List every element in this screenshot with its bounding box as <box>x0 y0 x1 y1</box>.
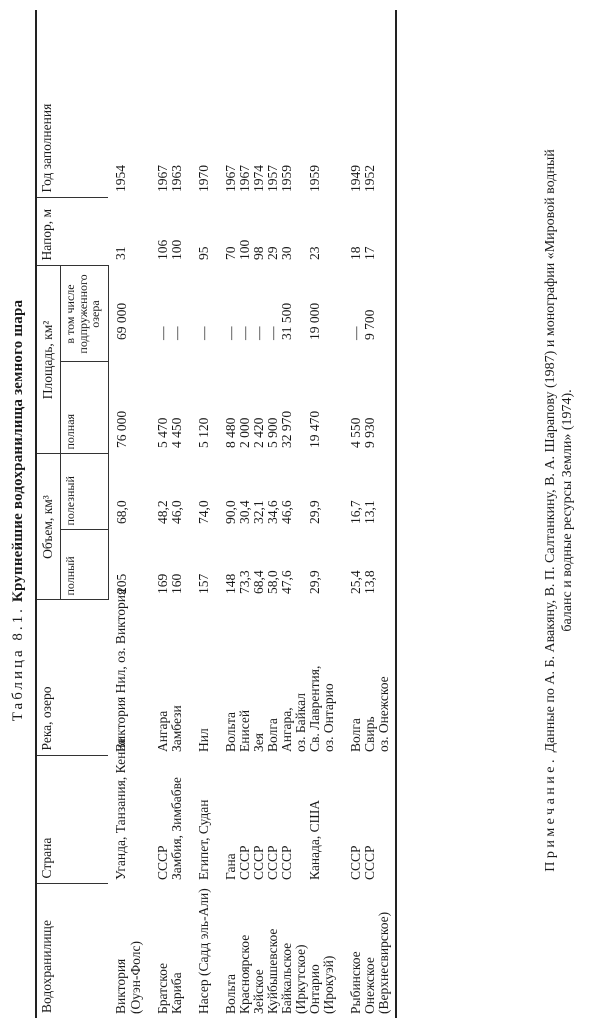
cell-country: Египет, Судан <box>195 799 211 880</box>
cell-river <box>129 600 143 756</box>
cell-area-lake: 9 700 <box>361 309 377 340</box>
cell-head: 29 <box>264 246 280 260</box>
cell-river: Волга <box>264 718 280 752</box>
cell-volume-total: 73,3 <box>236 570 252 594</box>
cell-volume-total: 13,8 <box>361 570 377 594</box>
cell-year <box>294 10 308 198</box>
cell-country <box>377 756 396 884</box>
cell-area-lake: 69 000 <box>113 302 129 340</box>
cell-head <box>294 198 308 266</box>
cell-river: Вольта <box>222 711 238 752</box>
cell-year: 1959 <box>306 164 322 192</box>
cell-country: СССР <box>361 845 377 880</box>
cell-head: 70 <box>222 246 238 260</box>
cell-volume-total: 160 <box>168 573 184 594</box>
cell-reservoir: Куйбышевское <box>264 928 280 1014</box>
cell-volume-useful: 32,1 <box>250 500 266 524</box>
table-row <box>308 10 322 1018</box>
cell-head: 30 <box>278 246 294 260</box>
cell-head <box>322 198 336 266</box>
cell-country: СССР <box>250 845 266 880</box>
header-area-total: полная <box>61 362 109 454</box>
cell-reservoir: Красноярское <box>236 934 252 1014</box>
table-row <box>377 10 396 1018</box>
cell-area-total: 9 930 <box>361 417 377 448</box>
cell-year <box>129 10 143 198</box>
cell-area-total: 5 470 <box>154 417 170 448</box>
cell-reservoir: Виктория <box>113 958 128 1014</box>
cell-area-total: 32 970 <box>278 410 294 448</box>
cell-area-lake: — <box>264 326 280 340</box>
cell-area-total: 5 120 <box>195 417 211 448</box>
cell-head: 17 <box>361 246 377 260</box>
cell-head: 18 <box>347 246 363 260</box>
cell-area-lake: — <box>236 326 252 340</box>
cell-volume-total <box>294 530 308 600</box>
table-row <box>322 10 336 1018</box>
cell-volume-total <box>322 530 336 600</box>
cell-area-total: 5 900 <box>264 417 280 448</box>
cell-country: Гана <box>222 853 238 880</box>
cell-volume-total: 68,4 <box>250 570 266 594</box>
cell-river: Енисей <box>236 709 252 752</box>
cell-volume-useful: 68,0 <box>113 500 129 524</box>
table-row <box>336 10 363 1018</box>
cell-area-total: 2 000 <box>236 417 252 448</box>
cell-reservoir: Вольта <box>222 973 238 1014</box>
table-row <box>238 10 252 1018</box>
table-body <box>108 10 396 1018</box>
cell-year: 1957 <box>264 164 280 192</box>
note-line-1 <box>542 0 559 1021</box>
cell-volume-total: 157 <box>195 573 211 594</box>
cell-volume-total <box>377 530 396 600</box>
cell-head <box>377 198 396 266</box>
cell-volume-useful <box>322 454 336 530</box>
note-line-2: баланс и водные ресурсы Земли» (1974). <box>560 389 575 632</box>
cell-area-lake: — <box>154 326 170 340</box>
cell-area-total: 8 480 <box>222 417 238 448</box>
cell-country: СССР <box>154 845 170 880</box>
cell-area-lake <box>129 266 143 362</box>
header-head: Напор, м <box>36 198 108 266</box>
cell-river: Св. Лаврентия, <box>306 665 322 752</box>
cell-year: 1952 <box>361 164 377 192</box>
cell-river: оз. Онежское <box>377 600 396 756</box>
cell-year <box>322 10 336 198</box>
cell-country: СССР <box>278 845 294 880</box>
cell-area-lake: — <box>168 326 184 340</box>
cell-volume-useful: 16,7 <box>347 500 363 524</box>
cell-area-lake: — <box>250 326 266 340</box>
header-volume-total: полный <box>61 530 109 600</box>
cell-year: 1967 <box>236 164 252 192</box>
cell-volume-total: 205 <box>113 573 129 594</box>
header-area: Площадь, км² <box>36 266 61 454</box>
table-row <box>266 10 280 1018</box>
cell-area-lake: — <box>347 326 363 340</box>
table-row <box>280 10 294 1018</box>
cell-volume-total: 47,6 <box>278 570 294 594</box>
note-text-1: Данные по А. Б. Авакяну, В. П. Салтанкину, В. А. Шарапову (1987) и монографии «Мировой водный <box>543 149 558 753</box>
cell-reservoir: (Ирокуэй) <box>320 955 336 1014</box>
table-row <box>211 10 238 1018</box>
cell-volume-useful: 48,2 <box>154 500 170 524</box>
cell-volume-useful: 46,0 <box>168 500 184 524</box>
header-river: Река, озеро <box>36 600 108 756</box>
cell-area-lake <box>294 266 308 362</box>
cell-head: 100 <box>168 239 184 260</box>
cell-reservoir: Онежское <box>361 957 377 1014</box>
cell-area-total: 76 000 <box>113 410 129 448</box>
cell-volume-total: 29,9 <box>306 570 322 594</box>
table-row <box>170 10 184 1018</box>
cell-river: Замбези <box>168 705 184 752</box>
cell-country: Замбия, Зимбабве <box>168 777 184 880</box>
table-title: Крупнейшие водохранилища земного шара <box>10 299 26 603</box>
cell-volume-useful: 13,1 <box>361 500 377 524</box>
cell-country: Канада, США <box>306 799 322 880</box>
cell-area-lake: — <box>222 326 238 340</box>
cell-year: 1949 <box>347 164 363 192</box>
cell-country <box>294 756 308 884</box>
cell-area-lake: — <box>195 326 211 340</box>
cell-river: Виктория Нил, оз. Виктория <box>113 588 128 752</box>
cell-volume-total: 25,4 <box>347 570 363 594</box>
note-label: Примечание. <box>543 756 558 872</box>
cell-year: 1970 <box>195 164 211 192</box>
cell-country <box>322 756 336 884</box>
header-area-lake: в том числе подпруженного озера <box>61 266 109 362</box>
cell-head: 106 <box>154 239 170 260</box>
cell-area-total: 4 450 <box>168 417 184 448</box>
cell-reservoir: Зейское <box>250 969 266 1014</box>
cell-area-total: 19 470 <box>306 410 322 448</box>
cell-head: 23 <box>306 246 322 260</box>
cell-reservoir: Кариба <box>168 972 184 1014</box>
cell-head <box>129 198 143 266</box>
cell-river: Ангара, <box>278 707 294 752</box>
cell-head: 100 <box>236 239 252 260</box>
cell-reservoir: Байкальское <box>278 942 294 1014</box>
cell-country: СССР <box>347 845 363 880</box>
cell-year: 1954 <box>113 164 128 192</box>
header-reservoir: Водохранилище <box>36 884 108 1018</box>
cell-year: 1967 <box>222 164 238 192</box>
cell-area-lake <box>377 266 396 362</box>
cell-area-total <box>322 362 336 454</box>
cell-volume-useful: 46,6 <box>278 500 294 524</box>
cell-river: оз. Байкал <box>292 692 308 752</box>
header-year: Год заполнения <box>36 10 108 198</box>
cell-reservoir: Онтарио <box>306 964 322 1014</box>
cell-river: Нил <box>195 728 211 752</box>
cell-year: 1967 <box>154 164 170 192</box>
cell-reservoir: Рыбинское <box>347 951 363 1014</box>
table-row <box>252 10 266 1018</box>
cell-reservoir: (Иркутское) <box>292 944 308 1014</box>
cell-year: 1974 <box>250 164 266 192</box>
cell-volume-total: 169 <box>154 573 170 594</box>
table-row <box>129 10 143 1018</box>
cell-volume-useful: 30,4 <box>236 500 252 524</box>
cell-volume-total <box>129 530 143 600</box>
table-row <box>184 10 211 1018</box>
cell-volume-useful <box>129 454 143 530</box>
cell-head: 31 <box>113 246 128 260</box>
cell-reservoir: (Оуэн-Фолс) <box>127 941 143 1014</box>
reservoirs-table <box>35 10 397 1018</box>
table-row <box>143 10 170 1018</box>
cell-volume-useful <box>294 454 308 530</box>
cell-head: 95 <box>195 246 211 260</box>
cell-area-lake <box>322 266 336 362</box>
cell-volume-useful: 74,0 <box>195 500 211 524</box>
cell-area-total: 4 550 <box>347 417 363 448</box>
cell-area-total <box>377 362 396 454</box>
cell-volume-total: 58,0 <box>264 570 280 594</box>
cell-volume-useful: 34,6 <box>264 500 280 524</box>
header-volume-useful: полезный <box>61 454 109 530</box>
cell-volume-useful: 90,0 <box>222 500 238 524</box>
table-label: Таблица 8.1. <box>10 606 26 722</box>
cell-head: 98 <box>250 246 266 260</box>
table-row <box>363 10 377 1018</box>
cell-country <box>129 756 143 884</box>
cell-river: оз. Онтарио <box>320 683 336 752</box>
cell-reservoir: Братское <box>154 963 170 1014</box>
table-row <box>108 10 129 1018</box>
cell-country: Уганда, Танзания, Кения <box>113 738 128 880</box>
cell-river: Волга <box>347 718 363 752</box>
cell-river: Ангара <box>154 710 170 752</box>
cell-area-total <box>294 362 308 454</box>
cell-area-lake: 19 000 <box>306 302 322 340</box>
table-caption <box>10 0 27 1021</box>
cell-year: 1963 <box>168 164 184 192</box>
cell-volume-useful: 29,9 <box>306 500 322 524</box>
header-country: Страна <box>36 756 108 884</box>
cell-river: Зея <box>250 733 266 752</box>
table-row <box>294 10 308 1018</box>
cell-area-lake: 31 500 <box>278 302 294 340</box>
cell-volume-useful <box>377 454 396 530</box>
cell-country: СССР <box>264 845 280 880</box>
header-volume: Объем, км³ <box>36 454 61 600</box>
cell-year <box>377 10 396 198</box>
cell-reservoir: Насер (Садд эль-Али) <box>195 888 211 1014</box>
cell-volume-total: 148 <box>222 573 238 594</box>
cell-year: 1959 <box>278 164 294 192</box>
cell-river: Свирь <box>361 716 377 752</box>
cell-area-total <box>129 362 143 454</box>
table-note <box>542 0 576 1021</box>
cell-area-total: 2 420 <box>250 417 266 448</box>
cell-country: СССР <box>236 845 252 880</box>
cell-reservoir: (Верхнесвирское) <box>377 884 396 1018</box>
